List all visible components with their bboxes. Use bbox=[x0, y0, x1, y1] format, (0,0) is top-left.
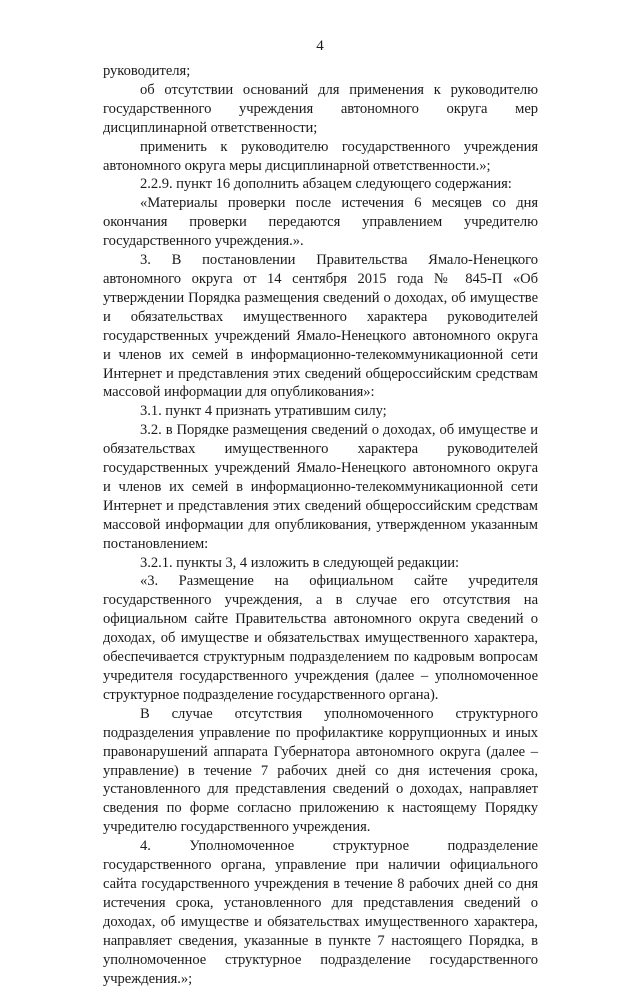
document-body bbox=[103, 62, 538, 988]
paragraph: 3.1. пункт 4 признать утратившим силу; bbox=[140, 403, 387, 420]
paragraph: 3.2. в Порядке размещения сведений о доходах, об имуществе и обязательствах имущественного характера руководителей государственных учреждений Ямало-Ненецкого автономного округа и членов их семей в информационно-телекоммуникационной сети Интернет и представления этих сведений общероссийским средствам массовой информации для опубликования, утвержденном указанным постановлением: bbox=[103, 422, 538, 552]
paragraph: руководителя; bbox=[103, 63, 191, 79]
paragraph: 3. В постановлении Правительства Ямало-Ненецкого автономного округа от 14 сентября 2015 года № 845-П «Об утверждении Порядка размещения сведений о доходах, об имуществе и обязательствах имущественного характера руководителей государственных учреждений Ямало-Ненецкого автономного округа и членов их семей в информационно-телекоммуникационной сети Интернет и представления этих сведений общероссийским средствам массовой информации для опубликования»: bbox=[103, 252, 538, 401]
paragraph: «3. Размещение на официальном сайте учредителя государственного учреждения, а в случае его отсутствия на официальном сайте Правительства автономного округа сведений о доходах, об имуществе и обязательствах имущественного характера, обеспечивается структурным подразделением по кадровым вопросам учредителя государственного учреждения (далее – уполномоченное структурное подразделение государственного органа). bbox=[103, 573, 538, 703]
paragraph: 4. Уполномоченное структурное подразделение государственного органа, управление при наличии официального сайта государственного учреждения в течение 8 рабочих дней со дня истечения срока, установленного для представления сведений о доходах, об имуществе и обязательствах имущественного характера, направляет сведения, указанные в пункте 7 настоящего Порядка, в уполномоченное структурное подразделение государственного учреждения.»; bbox=[103, 838, 538, 987]
paragraph: применить к руководителю государственного учреждения автономного округа меры дисциплинарной ответственности.»; bbox=[103, 138, 538, 174]
paragraph: В случае отсутствия уполномоченного структурного подразделения управление по профилактике коррупционных и иных правонарушений аппарата Губернатора автономного округа (далее – управление) в течение 7 рабочих дней со дня истечения срока, установленного для представления сведений о доходах, направляет сведения по форме согласно приложению к настоящему Порядку учредителю государственного учреждения. bbox=[103, 705, 538, 836]
paragraph: 3.2.1. пункты 3, 4 изложить в следующей редакции: bbox=[140, 554, 460, 571]
paragraph: 2.2.9. пункт 16 дополнить абзацем следующего содержания: bbox=[140, 176, 512, 193]
page-number: 4 bbox=[316, 38, 324, 54]
paragraph: «Материалы проверки после истечения 6 месяцев со дня окончания проверки передаются управлением учредителю государственного учреждения.». bbox=[103, 195, 538, 250]
paragraph: об отсутствии оснований для применения к руководителю государственного учреждения автономного округа мер дисциплинарной ответственности; bbox=[103, 81, 538, 136]
